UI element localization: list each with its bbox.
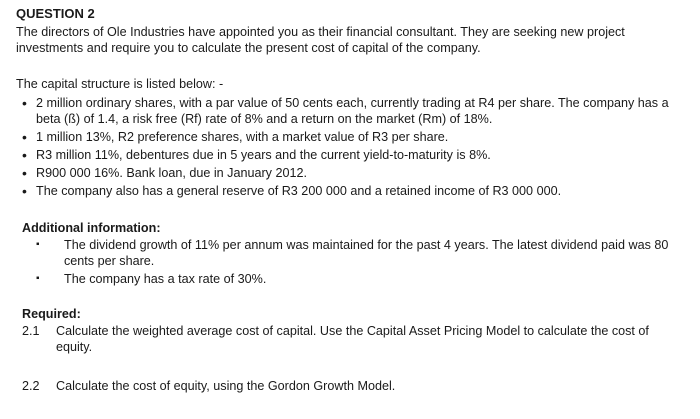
question-title: QUESTION 2 [16,6,95,21]
list-item: • The company also has a general reserve of R3 200 000 and a retained income of R3 000 000. [22,183,682,199]
additional-info-list [36,237,676,289]
required-item-2-2 [22,378,682,394]
list-item: ▪ The company has a tax rate of 30%. [36,271,676,287]
list-item: ▪ The dividend growth of 11% per annum was maintained for the past 4 years. The latest dividend paid was 80 cents per share. [36,237,676,269]
list-item: • R3 million 11%, debentures due in 5 years and the current yield-to-maturity is 8%. [22,147,682,163]
list-item: • 1 million 13%, R2 preference shares, with a market value of R3 per share. [22,129,682,145]
required-item-text: Calculate the weighted average cost of capital. Use the Capital Asset Pricing Model to calculate the cost of equity. [56,324,649,354]
list-item: • R900 000 16%. Bank loan, due in January 2012. [22,165,682,181]
capital-structure-heading: The capital structure is listed below: - [16,77,224,91]
required-item-number: 2.2 [22,379,40,393]
required-item-text: Calculate the cost of equity, using the Gordon Growth Model. [56,379,396,393]
additional-info-heading: Additional information: [22,221,161,235]
question-intro: The directors of Ole Industries have appointed you as their financial consultant. They are seeking new project investments and require you to calculate the present cost of capital of the company. [16,25,625,55]
required-item-number: 2.1 [22,324,40,338]
required-item-2-1 [22,323,682,355]
capital-structure-list [22,95,682,201]
list-item: • 2 million ordinary shares, with a par value of 50 cents each, currently trading at R4 per share. The company has a beta (ß) of 1.4, a risk free (Rf) rate of 8% and a return on the market (Rm) of 18%. [22,95,682,127]
required-heading: Required: [22,307,81,321]
